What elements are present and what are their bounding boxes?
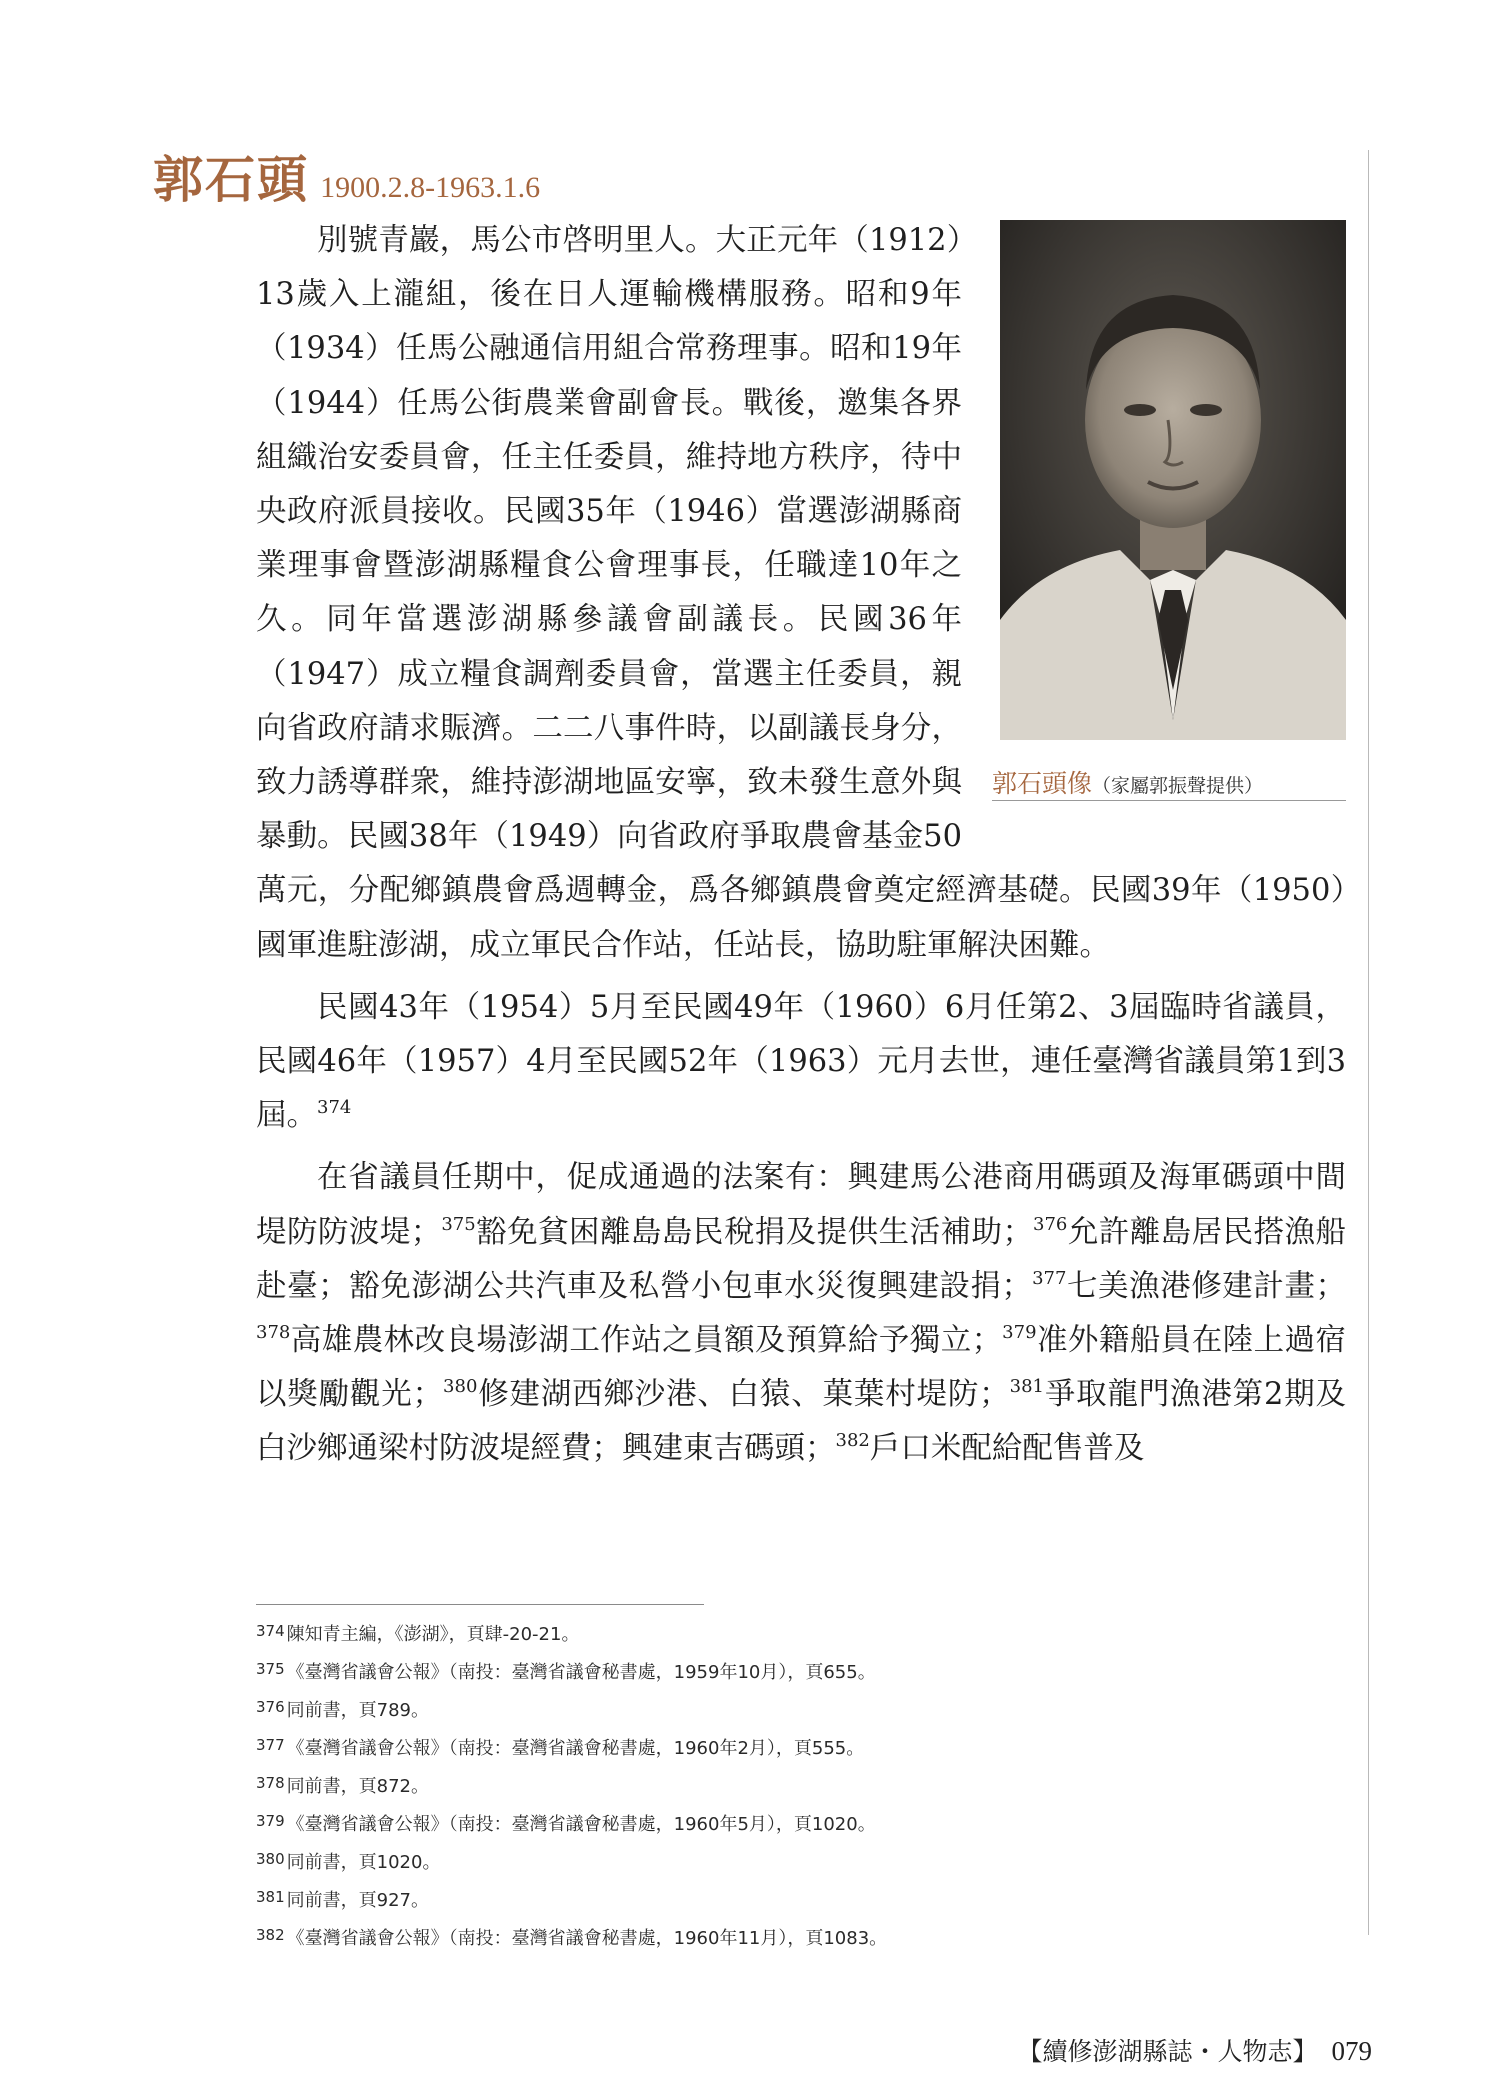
footnote-ref[interactable]: 382	[835, 1430, 870, 1452]
footnote-item	[256, 1728, 1336, 1766]
footnote-text: 《臺灣省議會公報》（南投：臺灣省議會秘書處，1960年5月），頁1020。	[286, 1814, 876, 1835]
footnote-ref[interactable]: 377	[1032, 1267, 1067, 1289]
caption-title: 郭石頭像	[992, 769, 1093, 798]
footnote-number: 382	[256, 1926, 285, 1944]
footnote-item	[256, 1842, 1336, 1880]
biography-body	[256, 214, 1346, 1477]
footnote-text: 《臺灣省議會公報》（南投：臺灣省議會秘書處，1960年11月），頁1083。	[286, 1928, 888, 1949]
footnote-ref[interactable]: 381	[1009, 1376, 1045, 1398]
footnote-text: 同前書，頁1020。	[286, 1852, 441, 1873]
footnote-ref[interactable]: 375	[441, 1213, 476, 1235]
paragraph-3-segment: 高雄農林改良場澎湖工作站之員額及預算給予獨立；	[290, 1323, 1003, 1359]
paragraph-3-segment: 戶口米配給配售普及	[869, 1431, 1145, 1467]
caption-rule	[992, 800, 1346, 801]
footnote-item	[256, 1804, 1336, 1842]
footnote-text: 同前書，頁789。	[286, 1700, 429, 1721]
caption-credit: （家屬郭振聲提供）	[1092, 775, 1264, 797]
footnote-number: 379	[256, 1812, 285, 1830]
footnote-item	[256, 1880, 1336, 1918]
footnote-item	[256, 1766, 1336, 1804]
footnote-item	[256, 1690, 1336, 1728]
footnote-item	[256, 1614, 1336, 1652]
paragraph-3-segment: 爭取龍門漁港第2期及白沙鄉通梁村防波堤經費；興建東吉碼頭；	[256, 1377, 1347, 1467]
footnote-number: 374	[256, 1622, 285, 1640]
paragraph-2-text: 民國43年（1954）5月至民國49年（1960）6月任第2、3屆臨時省議員，民國46年（1957）4月至民國52年（1963）元月去世，連任臺灣省議員第1到3屆。	[256, 989, 1346, 1134]
footnote-number: 377	[256, 1736, 285, 1754]
running-footer	[1017, 2032, 1372, 2068]
footnote-text: 同前書，頁872。	[286, 1776, 429, 1797]
paragraph-3-segment: 修建湖西鄉沙港、白猿、菓葉村堤防；	[477, 1377, 1010, 1413]
footnote-ref[interactable]: 374	[317, 1097, 352, 1119]
footnote-text: 陳知青主編，《澎湖》，頁肆-20-21。	[286, 1624, 580, 1645]
paragraph-2	[256, 981, 1346, 1144]
paragraph-3-segment: 豁免貧困離島島民稅捐及提供生活補助；	[475, 1214, 1033, 1250]
life-dates: 1900.2.8-1963.1.6	[320, 171, 541, 204]
footnote-number: 380	[256, 1850, 285, 1868]
footnote-number: 378	[256, 1774, 285, 1792]
portrait-photo	[1000, 220, 1346, 740]
book-title: 【續修澎湖縣誌・人物志】	[1017, 2037, 1318, 2066]
paragraph-3-segment: 准外籍船員在陸上過宿以獎勵觀光；	[256, 1323, 1347, 1413]
footnote-ref[interactable]: 376	[1033, 1213, 1068, 1235]
footnote-ref[interactable]: 380	[443, 1376, 478, 1398]
paragraph-1: 別號青巖，馬公市啓明里人。大正元年（1912）13歲入上瀧組，後在日人運輸機構服務。昭和9年（1934）任馬公融通信用組合常務理事。昭和19年（1944）任馬公街農業會副會長。戰後，邀集各界組織治安委員會，任主任委員，維持地方秩序，待中央政府派員接收。民國35年（1946）當選澎湖縣商業理事會暨澎湖縣糧食公會理事長，任職達10年之久。同年當選澎湖縣參議會副議長。民國36年（1947）成立糧食調劑委員會，當選主任委員，親向省政府請求賑濟。二二八事件時，以副議長身分，致力誘導群衆，維持澎湖地區安寧，致未發生意外與暴動。民國38年（1949）向省政府爭取農會基金50萬元，分配鄉鎮農會爲週轉金，爲各鄉鎮農會奠定經濟基礎。民國39年（1950）國軍進駐澎湖，成立軍民合作站，任站長，協助駐軍解決困難。	[256, 223, 1346, 963]
footnote-separator	[256, 1604, 704, 1605]
footnote-text: 同前書，頁927。	[286, 1890, 429, 1911]
margin-rule	[1368, 150, 1369, 1935]
footnote-number: 376	[256, 1698, 285, 1716]
portrait-caption	[992, 756, 1346, 813]
footnote-number: 381	[256, 1888, 285, 1906]
footnote-number: 375	[256, 1660, 285, 1678]
portrait-figure	[992, 214, 1346, 864]
entry-heading	[153, 140, 540, 210]
footnote-item	[256, 1918, 1336, 1956]
page-number: 079	[1331, 2036, 1372, 2066]
person-name: 郭石頭	[153, 150, 309, 209]
paragraph-3	[256, 1151, 1346, 1476]
footnote-ref[interactable]: 378	[256, 1322, 291, 1344]
footnote-text: 《臺灣省議會公報》（南投：臺灣省議會秘書處，1960年2月），頁555。	[286, 1738, 865, 1759]
paragraph-3-segment: 七美漁港修建計畫；	[1066, 1268, 1347, 1304]
paragraph-3-segment: 在省議員任期中，促成通過的法案有：興建馬公港商用碼頭及海軍碼頭中間堤防防波堤；	[256, 1160, 1346, 1250]
footnote-item	[256, 1652, 1336, 1690]
paragraph-3-segment: 允許離島居民搭漁船赴臺；豁免澎湖公共汽車及私營小包車水災復興建設捐；	[256, 1214, 1347, 1304]
footnotes	[256, 1614, 1336, 1956]
portrait-image	[1000, 220, 1346, 740]
footnote-ref[interactable]: 379	[1002, 1322, 1037, 1344]
footnote-text: 《臺灣省議會公報》（南投：臺灣省議會秘書處，1959年10月），頁655。	[286, 1662, 876, 1683]
